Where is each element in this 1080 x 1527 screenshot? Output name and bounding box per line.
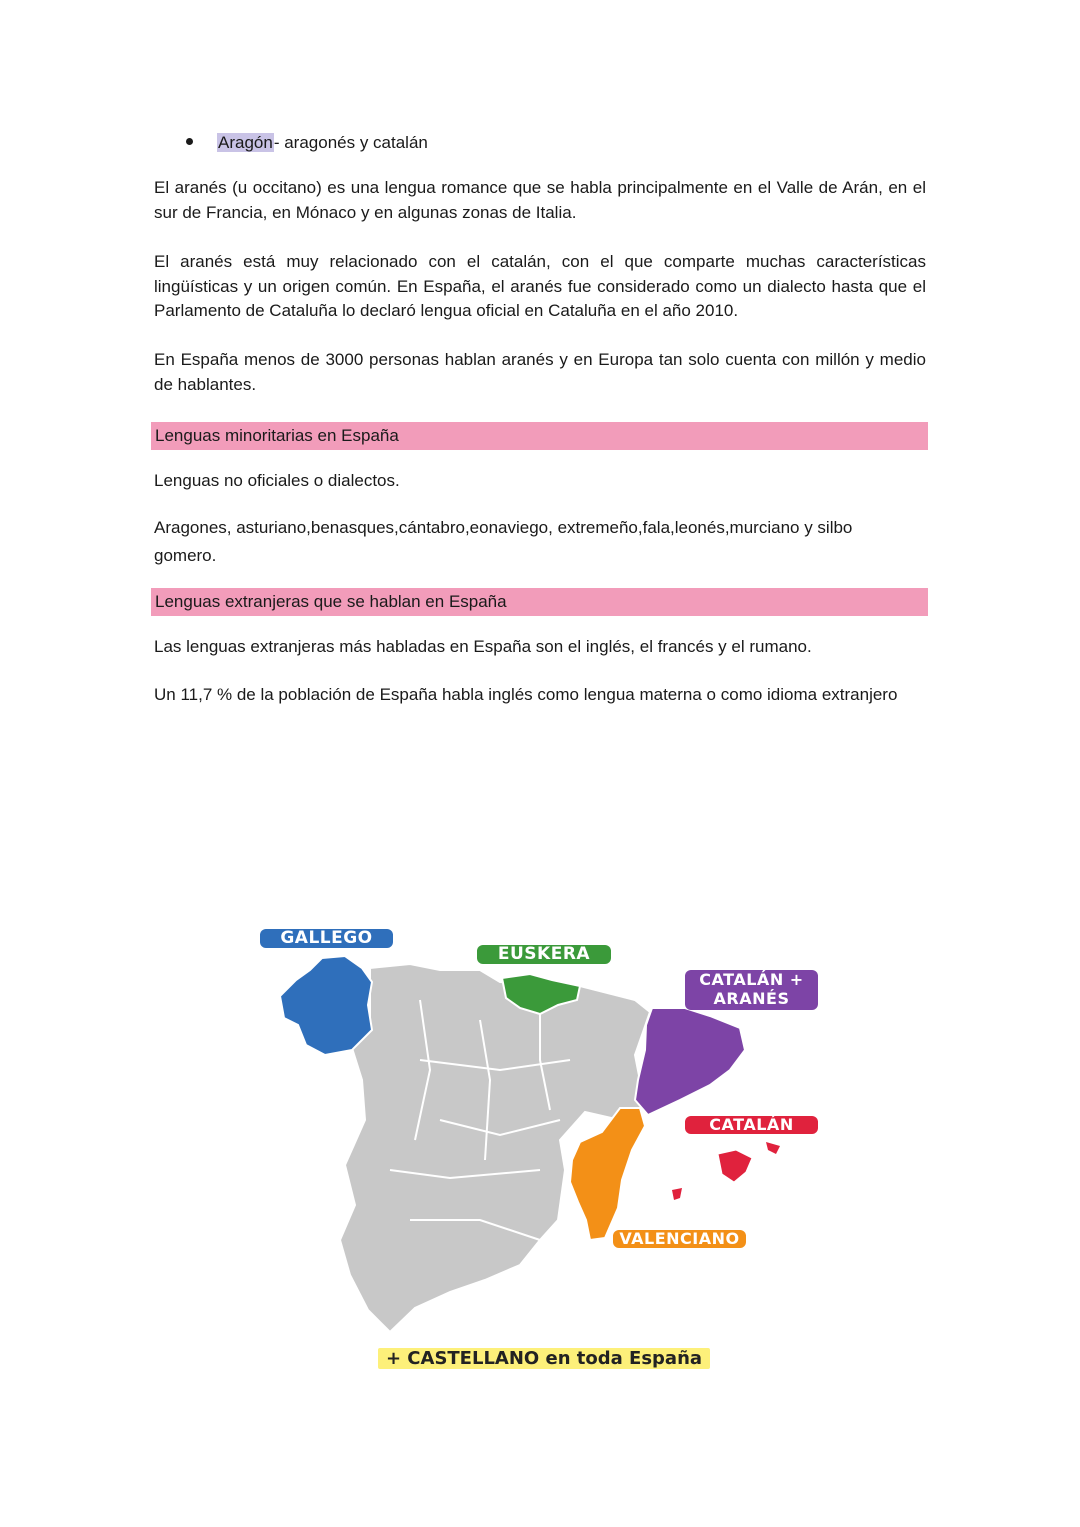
section-heading-extranjeras: Lenguas extranjeras que se hablan en España xyxy=(151,588,928,616)
map-region-catalan-baleares xyxy=(718,1150,752,1182)
label-valenciano: VALENCIANO xyxy=(613,1230,746,1248)
label-castellano: + CASTELLANO en toda España xyxy=(378,1348,710,1369)
label-catalan-aranes xyxy=(685,970,818,1010)
minoritarias-list: Aragones, asturiano,benasques,cántabro,eonaviego, extremeño,fala,leonés,murciano y silbo gomero. xyxy=(154,518,853,565)
label-gallego: GALLEGO xyxy=(260,929,393,948)
extranjeras-line1: Las lenguas extranjeras más habladas en España son el inglés, el francés y el rumano. xyxy=(154,637,812,656)
map-region-catalan-aranes xyxy=(635,1008,745,1115)
paragraph-aranes-intro: El aranés (u occitano) es una lengua romance que se habla principalmente en el Valle de Arán, en el sur de Francia, en Mónaco y en algunas zonas de Italia. xyxy=(154,178,926,222)
label-catalan-aranes-line1: CATALÁN + xyxy=(699,970,804,989)
map-region-valenciano xyxy=(570,1108,645,1240)
bullet-dot-icon xyxy=(186,138,193,145)
label-catalan: CATALÁN xyxy=(685,1116,818,1134)
bullet-text: - aragonés y catalán xyxy=(273,133,428,152)
language-map xyxy=(240,920,840,1380)
paragraph-aranes-relation: El aranés está muy relacionado con el catalán, con el que comparte muchas características lingüísticas y un origen común. En España, el aranés fue considerado como un dialecto hasta que el Parlamento de Cataluña lo declaró lengua oficial en Cataluña en el año 2010. xyxy=(154,252,926,320)
label-euskera: EUSKERA xyxy=(477,945,611,964)
highlighted-term: Aragón xyxy=(218,133,273,152)
bullet-item-aragon xyxy=(186,131,428,155)
extranjeras-line2: Un 11,7 % de la población de España habla inglés como lengua materna o como idioma extranjero xyxy=(154,685,898,704)
section-heading-minoritarias: Lenguas minoritarias en España xyxy=(151,422,928,450)
label-catalan-aranes-line2: ARANÉS xyxy=(713,989,790,1008)
map-region-gallego xyxy=(280,956,372,1055)
paragraph-aranes-speakers: En España menos de 3000 personas hablan aranés y en Europa tan solo cuenta con millón y medio de hablantes. xyxy=(154,350,926,394)
minoritarias-line1: Lenguas no oficiales o dialectos. xyxy=(154,471,400,490)
